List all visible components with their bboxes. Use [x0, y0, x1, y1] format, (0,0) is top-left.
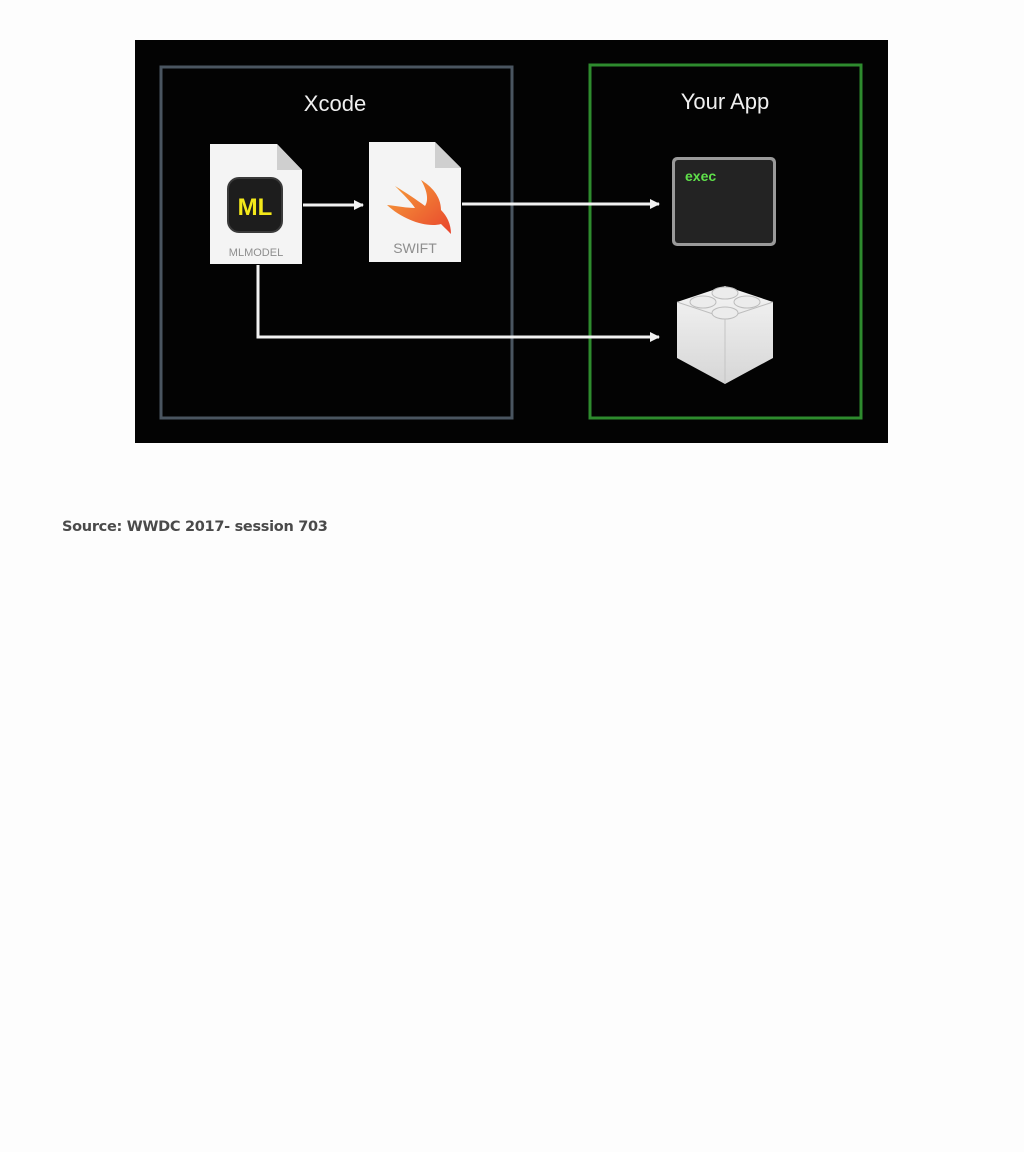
swift-file-icon [369, 142, 461, 262]
ml-badge-text: ML [237, 194, 273, 221]
mlmodel-label: MLMODEL [228, 247, 284, 259]
your-app-title: Your App [680, 89, 770, 114]
source-caption: Source: WWDC 2017- session 703 [62, 519, 328, 535]
exec-terminal-icon [672, 157, 776, 246]
arrow-mlmodel-to-brick [258, 265, 659, 337]
framework-brick-icon [677, 286, 773, 384]
mlmodel-file-icon [210, 144, 302, 264]
exec-label: exec [685, 168, 717, 184]
slide-image [135, 40, 888, 443]
xcode-title: Xcode [303, 91, 367, 116]
swift-label: SWIFT [393, 240, 437, 256]
coreml-flow-diagram [135, 40, 888, 443]
